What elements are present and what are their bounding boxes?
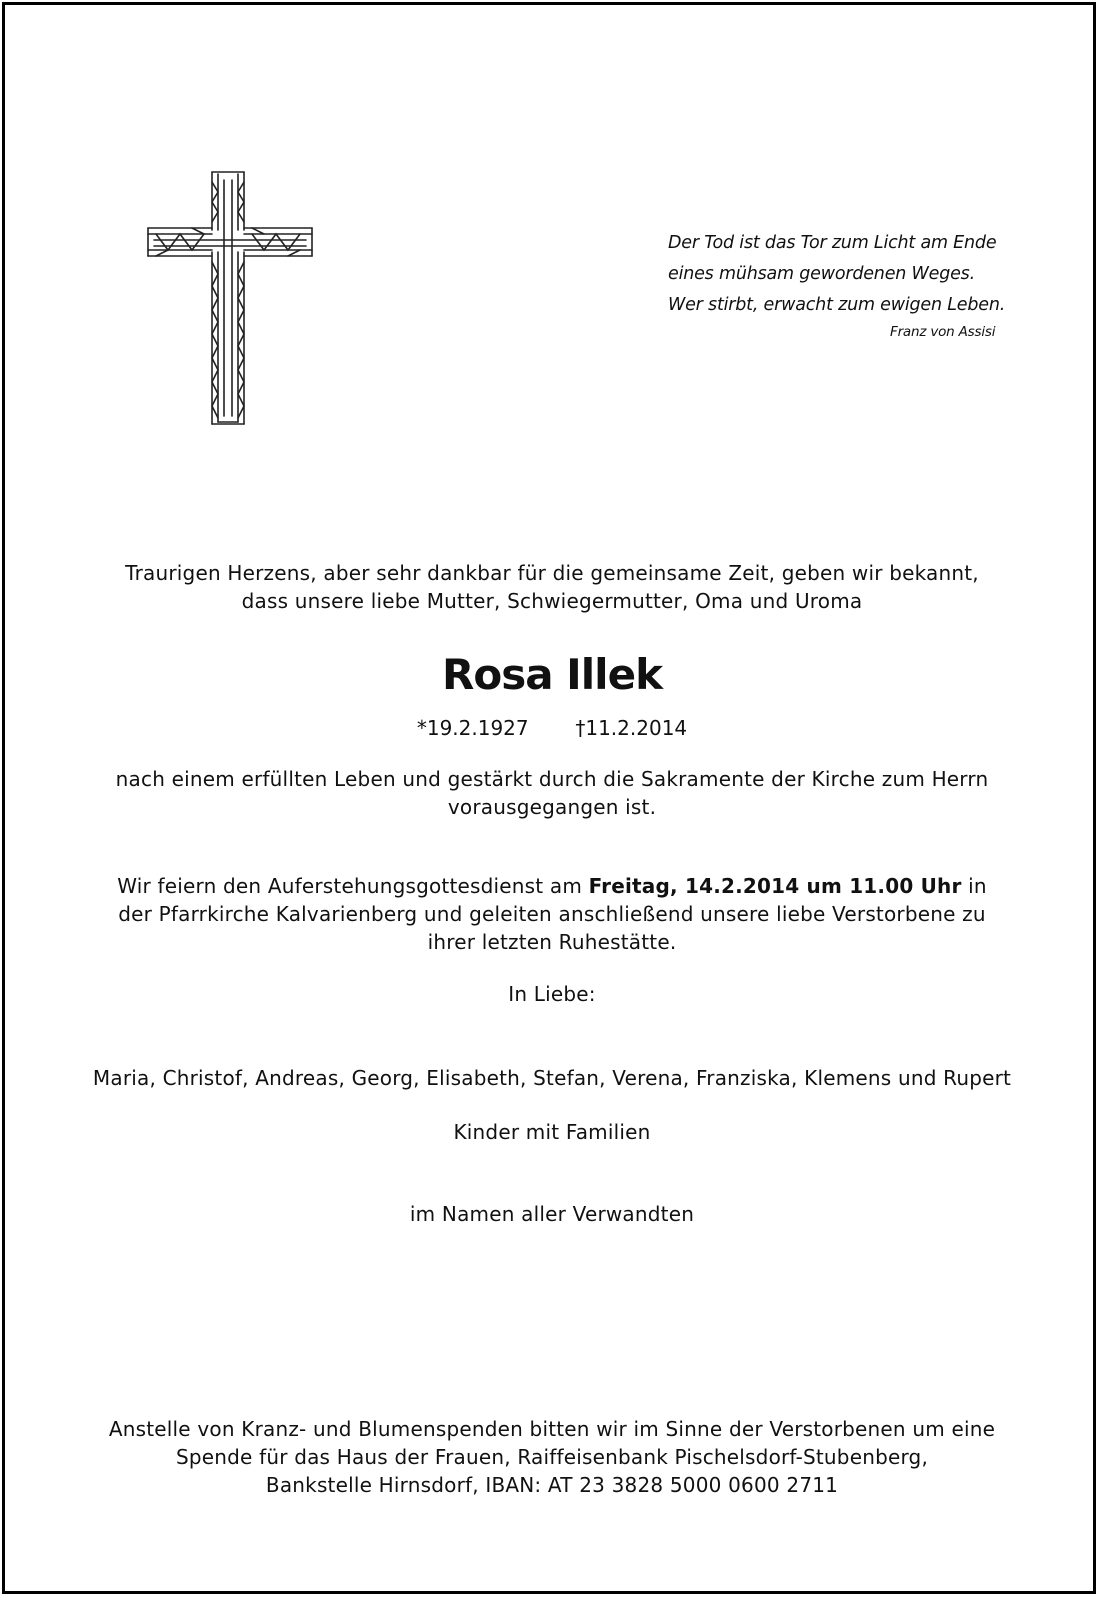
quote-line: Der Tod ist das Tor zum Licht am Ende	[668, 233, 997, 253]
donation-line: Anstelle von Kranz- und Blumenspenden bitten wir im Sinne der Verstorbenen um eine	[108, 1417, 996, 1441]
quote-line: eines mühsam gewordenen Weges.	[668, 264, 975, 284]
passing-text	[0, 765, 1104, 821]
quote-author: Franz von Assisi	[890, 324, 996, 340]
relatives-label: im Namen aller Verwandten	[409, 1202, 695, 1226]
passing-line: nach einem erfüllten Leben und gestärkt durch die Sakramente der Kirche zum Herrn	[115, 767, 989, 791]
donation-line: Bankstelle Hirnsdorf, IBAN: AT 23 3828 5000 0600 2711	[265, 1473, 839, 1497]
families-label: Kinder mit Familien	[453, 1120, 651, 1144]
deceased-name: Rosa Illek	[442, 650, 662, 699]
quote-block	[668, 228, 1068, 340]
intro-line: Traurigen Herzens, aber sehr dankbar für die gemeinsame Zeit, geben wir bekannt,	[125, 561, 979, 585]
intro-line: dass unsere liebe Mutter, Schwiegermutter, Oma und Uroma	[241, 589, 863, 613]
life-dates	[0, 714, 1104, 742]
quote-line: Wer stirbt, erwacht zum ewigen Leben.	[668, 295, 1006, 315]
service-line: ihrer letzten Ruhestätte.	[427, 930, 677, 954]
in-love-label: In Liebe:	[508, 982, 596, 1006]
service-line	[0, 872, 1104, 900]
donation-text	[0, 1415, 1104, 1499]
passing-line: vorausgegangen ist.	[447, 795, 657, 819]
service-line: der Pfarrkirche Kalvarienberg und geleiten anschließend unsere liebe Verstorbene zu	[118, 902, 986, 926]
birth-date: *19.2.1927	[416, 716, 529, 740]
donation-line: Spende für das Haus der Frauen, Raiffeisenbank Pischelsdorf-Stubenberg,	[175, 1445, 929, 1469]
cross-icon	[146, 170, 314, 426]
service-intro: Wir feiern den Auferstehungsgottesdienst am	[117, 874, 589, 898]
service-text	[0, 872, 1104, 956]
intro-text	[0, 559, 1104, 615]
children-names: Maria, Christof, Andreas, Georg, Elisabeth, Stefan, Verena, Franziska, Klemens und Rupert	[92, 1066, 1012, 1090]
service-in: in	[961, 874, 987, 898]
service-date: Freitag, 14.2.2014 um 11.00 Uhr	[588, 874, 962, 898]
death-date: †11.2.2014	[575, 716, 688, 740]
